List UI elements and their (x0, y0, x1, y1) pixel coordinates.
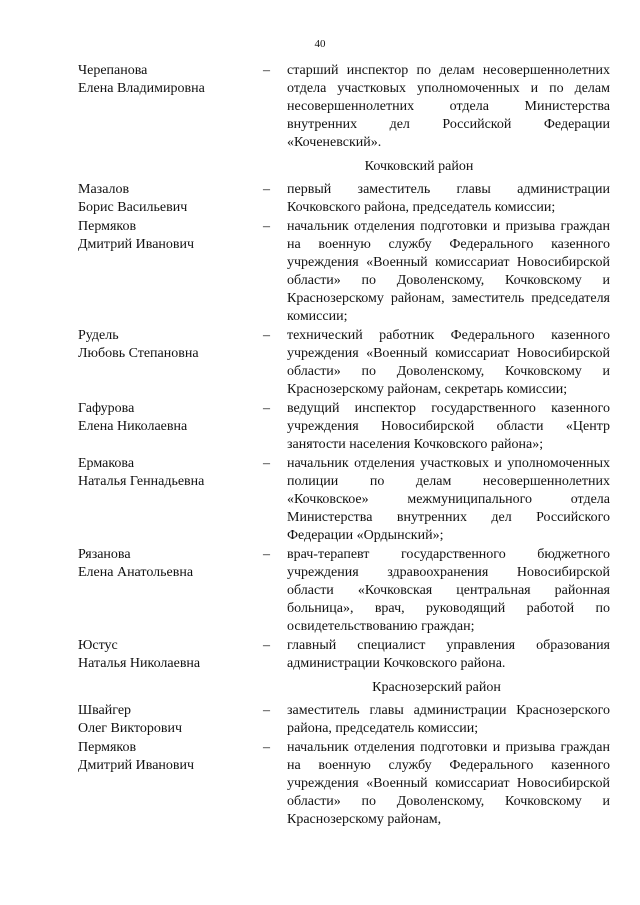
member-surname: Рязанова (78, 547, 131, 562)
member-entry (78, 739, 610, 829)
member-role: первый заместитель главы администрации Кочковского района, председатель комиссии; (287, 182, 610, 215)
dash-separator: – (263, 219, 270, 234)
district-heading-kochkovsky: Кочковский район (364, 159, 474, 174)
member-person (78, 400, 263, 436)
dash-separator: – (263, 703, 270, 718)
member-role: технический работник Федерального казенного учреждения «Военный комиссариат Новосибирской области» по Доволенскому, Кочковскому и Краснозерскому районам, секретарь комиссии; (287, 328, 610, 397)
member-person (78, 218, 263, 254)
dash-separator: – (263, 638, 270, 653)
member-surname: Пермяков (78, 740, 137, 755)
member-surname: Ермакова (78, 456, 135, 471)
member-name: Елена Николаевна (78, 419, 188, 434)
member-name: Дмитрий Иванович (78, 758, 195, 773)
member-role: начальник отделения подготовки и призыва граждан на военную службу Федерального казенного учреждения «Военный комиссариат Новосибирской области» по Доволенскому, Кочковскому и Краснозерскому районам, заместитель председателя комиссии; (287, 219, 610, 324)
dash-separator: – (263, 456, 270, 471)
dash-separator: – (263, 63, 270, 78)
member-name: Елена Владимировна (78, 81, 205, 96)
member-surname: Пермяков (78, 219, 137, 234)
member-person (78, 702, 263, 738)
member-role: старший инспектор по делам несовершеннолетних отдела участковых уполномоченных и по делам несовершеннолетних отдела Министерства внутренних дел Российской Федерации «Коченевский». (287, 63, 610, 150)
member-entry (78, 181, 610, 217)
dash-separator: – (263, 547, 270, 562)
dash-separator: – (263, 182, 270, 197)
member-surname: Рудель (78, 328, 119, 343)
member-name: Олег Викторович (78, 721, 183, 736)
member-role: начальник отделения участковых и уполномоченных полиции по делам несовершеннолетних «Кочковское» межмуниципального отдела Министерства внутренних дел Российского Федерации «Ордынский»; (287, 456, 610, 543)
dash-separator: – (263, 740, 270, 755)
member-entry (78, 62, 610, 152)
member-role: заместитель главы администрации Краснозерского района, председатель комиссии; (287, 703, 610, 736)
page-number: 40 (314, 38, 326, 50)
member-surname: Швайгер (78, 703, 132, 718)
district-heading-krasnozersky: Краснозерский район (372, 680, 501, 695)
member-entry (78, 702, 610, 738)
dash-separator: – (263, 328, 270, 343)
member-person (78, 546, 263, 582)
commission-list (78, 62, 610, 830)
dash-separator: – (263, 401, 270, 416)
member-person (78, 62, 263, 98)
member-name: Елена Анатольевна (78, 565, 194, 580)
member-name: Дмитрий Иванович (78, 237, 195, 252)
member-entry (78, 455, 610, 545)
member-role: начальник отделения подготовки и призыва граждан на военную службу Федерального казенного учреждения «Военный комиссариат Новосибирской области» по Доволенскому, Кочковскому и Краснозерскому районам, (287, 740, 610, 827)
member-surname: Юстус (78, 638, 118, 653)
member-entry (78, 546, 610, 636)
member-name: Борис Васильевич (78, 200, 188, 215)
member-person (78, 455, 263, 491)
member-role: врач-терапевт государственного бюджетного учреждения здравоохранения Новосибирской области «Кочковская центральная районная больница», врач, руководящий работой по освидетельствованию граждан; (287, 547, 610, 634)
member-entry (78, 327, 610, 399)
member-person (78, 739, 263, 775)
member-surname: Гафурова (78, 401, 135, 416)
member-role: главный специалист управления образования администрации Кочковского района. (287, 638, 610, 671)
member-role: ведущий инспектор государственного казенного учреждения Новосибирской области «Центр занятости населения Кочковского района»; (287, 401, 610, 452)
member-surname: Мазалов (78, 182, 130, 197)
member-name: Наталья Николаевна (78, 656, 201, 671)
member-entry (78, 400, 610, 454)
member-surname: Черепанова (78, 63, 148, 78)
member-person (78, 181, 263, 217)
member-person (78, 637, 263, 673)
member-person (78, 327, 263, 363)
member-entry (78, 218, 610, 326)
member-entry (78, 637, 610, 673)
member-name: Любовь Степановна (78, 346, 199, 361)
member-name: Наталья Геннадьевна (78, 474, 205, 489)
